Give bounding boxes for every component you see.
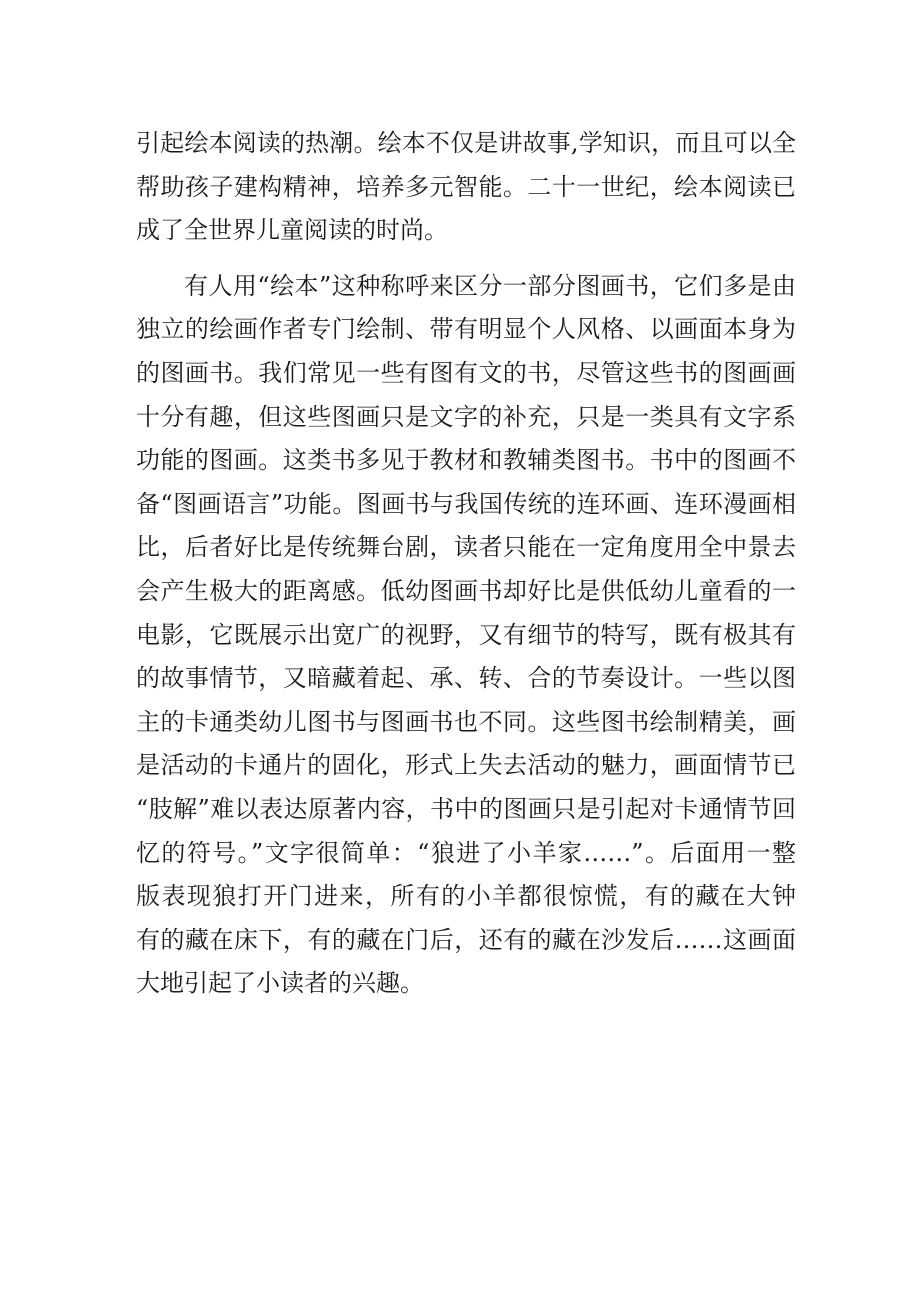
paragraph-1-line-3: 成了全世界儿童阅读的时尚。	[136, 216, 448, 245]
paragraph-2-line-3: 的图画书。我们常见一些有图有文的书，尽管这些书的图画画	[136, 358, 796, 387]
paragraph-2-line-17: 大地引起了小读者的兴趣。	[136, 969, 424, 998]
body-text	[136, 122, 796, 1006]
paragraph-spacer	[136, 253, 796, 265]
paragraph-1	[136, 122, 796, 253]
paragraph-2-line-4: 十分有趣，但这些图画只是文字的补充，只是一类具有文字系	[136, 402, 796, 431]
paragraph-2-line-8: 会产生极大的距离感。低幼图画书却好比是供低幼儿童看的一	[136, 576, 796, 605]
paragraph-1-line-1: 引起绘本阅读的热潮。绘本不仅是讲故事,学知识，而且可以全	[136, 129, 796, 157]
paragraph-2-line-6: 备“图画语言”功能。图画书与我国传统的连环画、连环漫画相	[136, 489, 796, 518]
paragraph-2-line-13: “肢解”难以表达原著内容，书中的图画只是引起对卡通情节回	[136, 794, 796, 823]
paragraph-2-line-12: 是活动的卡通片的固化，形式上失去活动的魅力，画面情节已	[136, 751, 796, 780]
paragraph-2-line-15: 版表现狼打开门进来，所有的小羊都很惊慌，有的藏在大钟	[136, 882, 796, 911]
paragraph-2-line-1: 有人用“绘本”这种称呼来区分一部分图画书，它们多是由	[184, 271, 796, 300]
paragraph-2-line-10: 的故事情节，又暗藏着起、承、转、合的节奏设计。一些以图	[136, 664, 796, 693]
paragraph-1-line-2: 帮助孩子建构精神，培养多元智能。二十一世纪，绘本阅读已	[136, 172, 796, 201]
paragraph-2-line-16: 有的藏在床下，有的藏在门后，还有的藏在沙发后……这画面	[136, 925, 796, 954]
paragraph-2	[136, 265, 796, 1006]
paragraph-2-line-5: 功能的图画。这类书多见于教材和教辅类图书。书中的图画不	[136, 446, 796, 475]
paragraph-2-line-9: 电影，它既展示出宽广的视野，又有细节的特写，既有极其有	[136, 620, 796, 649]
paragraph-2-line-2: 独立的绘画作者专门绘制、带有明显个人风格、以画面本身为	[136, 315, 796, 344]
paragraph-2-line-7: 比，后者好比是传统舞台剧，读者只能在一定角度用全中景去	[136, 533, 796, 562]
paragraph-2-line-14: 忆的符号。”文字很简单：“狼进了小羊家……”。后面用一整	[136, 838, 796, 867]
paragraph-2-line-11: 主的卡通类幼儿图书与图画书也不同。这些图书绘制精美，画	[136, 707, 796, 736]
